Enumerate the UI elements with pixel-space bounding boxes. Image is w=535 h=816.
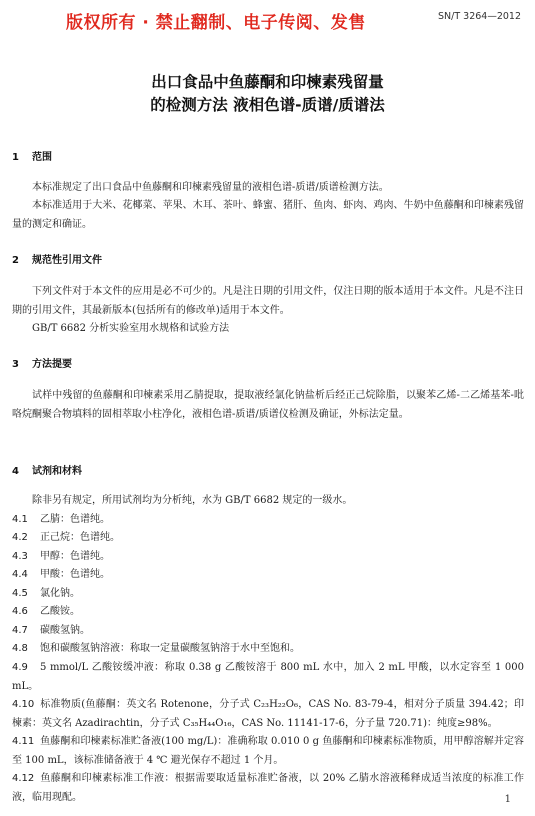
reagent-item: 4.7 碳酸氢钠。 [12,625,90,636]
section-title: 方法提要 [32,359,72,370]
section-title: 范围 [32,152,52,163]
document-title-line-2: 的检测方法 液相色谱-质谱/质谱法 [150,96,385,114]
reagent-item: 4.1 乙腈：色谱纯。 [12,514,110,525]
section-number: 2 [12,255,19,266]
section-number: 4 [12,466,19,477]
section-heading-method-summary [12,355,72,370]
reagent-item: 4.5 氯化钠。 [12,588,80,599]
references-paragraph: 下列文件对于本文件的应用是必不可少的。凡是注日期的引用文件，仅注日期的版本适用于本文件。凡是不注日期的引用文件，其最新版本(包括所有的修改单)适用于本文件。 [12,286,524,316]
reagent-item: 4.6 乙酸铵。 [12,606,80,617]
scope-paragraph-2: 本标准适用于大米、花椰菜、苹果、木耳、茶叶、蜂蜜、猪肝、鱼肉、虾肉、鸡肉、牛奶中鱼藤酮和印楝素残留量的测定和确证。 [12,200,524,230]
reagent-item: 4.11 鱼藤酮和印楝素标准贮备液(100 mg/L)：准确称取 0.010 0 g 鱼藤酮和印楝素标准物质，用甲醇溶解并定容至 100 mL，该标准储备液于 4 ℃ 避光保存不超过 1 个月。 [12,736,524,766]
reagents-intro: 除非另有规定，所用试剂均为分析纯，水为 GB/T 6682 规定的一级水。 [32,495,353,506]
section-number: 3 [12,359,19,370]
section-number: 1 [12,152,19,163]
reagent-item: 4.8 饱和碳酸氢钠溶液：称取一定量碳酸氢钠溶于水中至饱和。 [12,643,300,654]
reagent-item: 4.3 甲醇：色谱纯。 [12,551,110,562]
standard-number: SN/T 3264—2012 [437,11,521,22]
section-heading-reagents [12,462,82,477]
reagent-item: 4.10 标准物质(鱼藤酮：英文名 Rotenone，分子式 C₂₃H₂₂O₆，CAS No. 83-79-4，相对分子质量 394.42；印楝素：英文名 Azadirachtin，分子式 C₃₅H₄₄O₁₆，CAS No. 11141-17-6，分子量 720.71)：纯度≥98%。 [12,699,524,729]
reference-gb-t-6682: GB/T 6682 分析实验室用水规格和试验方法 [32,323,230,334]
section-title: 试剂和材料 [32,466,82,477]
reagent-item: 4.2 正己烷：色谱纯。 [12,532,120,543]
document-title-line-1: 出口食品中鱼藤酮和印楝素残留量 [151,73,384,91]
method-summary-paragraph: 试样中残留的鱼藤酮和印楝素采用乙腈提取，提取液经氯化钠盐析后经正己烷除脂，以聚苯乙烯-二乙烯基苯-吡咯烷酮聚合物填料的固相萃取小柱净化，液相色谱-质谱/质谱仪检测及确证，外标法定量。 [12,390,524,420]
section-heading-scope [12,148,52,163]
section-title: 规范性引用文件 [32,255,102,266]
scope-paragraph-1: 本标准规定了出口食品中鱼藤酮和印楝素残留量的液相色谱-质谱/质谱检测方法。 [32,182,389,193]
section-heading-normative-references [12,251,102,266]
reagent-item: 4.4 甲酸：色谱纯。 [12,569,110,580]
watermark-banner: 版权所有 · 禁止翻制、电子传阅、发售 [66,13,366,33]
reagent-item: 4.9 5 mmol/L 乙酸铵缓冲液：称取 0.38 g 乙酸铵溶于 800 mL 水中，加入 2 mL 甲酸，以水定容至 1 000 mL。 [12,662,524,692]
reagent-item: 4.12 鱼藤酮和印楝素标准工作液：根据需要取适量标准贮备液，以 20% 乙腈水溶液稀释成适当浓度的标准工作液，临用现配。 [12,773,524,803]
page-number: 1 [504,794,511,805]
